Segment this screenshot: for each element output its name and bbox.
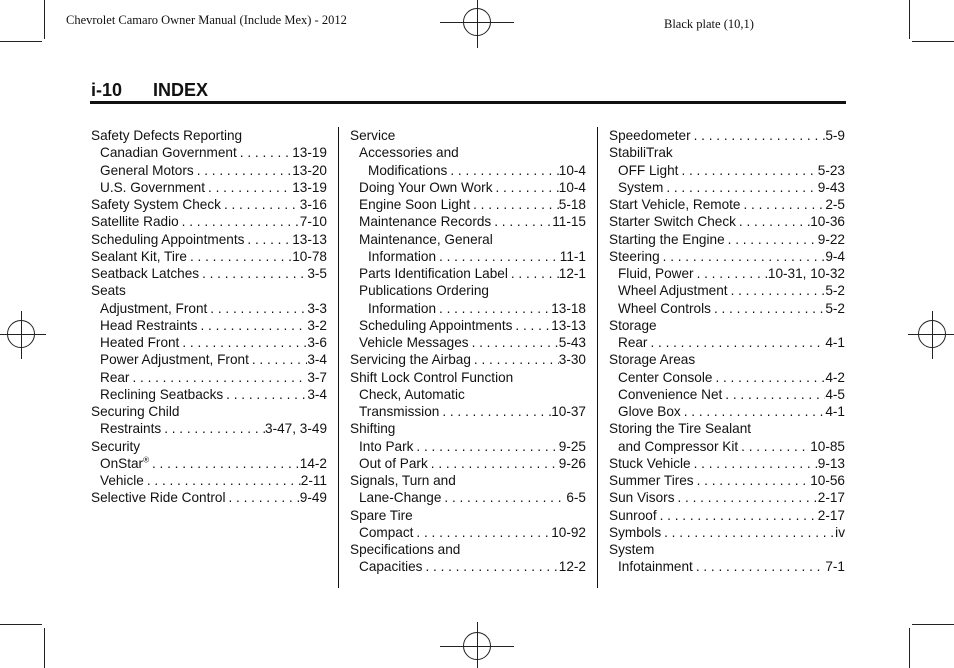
index-term: Information <box>368 300 437 316</box>
index-entry <box>350 438 586 455</box>
dot-leader <box>512 317 551 334</box>
dot-leader <box>647 334 825 351</box>
dot-leader <box>661 524 835 541</box>
page-reference: 3-3 <box>307 300 327 316</box>
column-divider <box>597 127 598 588</box>
index-entry <box>91 489 327 506</box>
index-term: Adjustment, Front <box>100 300 208 316</box>
dot-leader <box>223 386 307 403</box>
page-reference: 10-37 <box>551 404 586 419</box>
index-term: Check, Automatic <box>359 386 465 402</box>
index-term: Start Vehicle, Remote <box>609 197 741 212</box>
manual-title: Chevrolet Camaro Owner Manual (Include Mex) - 2012 <box>66 13 347 27</box>
dot-leader <box>237 144 292 161</box>
index-term: Scheduling Appointments <box>91 231 245 247</box>
index-term: Storage Areas <box>609 352 696 368</box>
page-reference: 13-13 <box>551 317 586 333</box>
index-term: Scheduling Appointments <box>359 317 513 333</box>
index-term: U.S. Government <box>100 179 206 195</box>
index-term: Speedometer <box>609 128 691 143</box>
page-reference: 2-5 <box>825 197 845 212</box>
index-entry <box>609 127 845 144</box>
page-reference: 13-13 <box>292 231 327 247</box>
index-entry <box>91 438 327 455</box>
index-term: Information <box>368 248 437 264</box>
index-term: Glove Box <box>618 404 681 419</box>
index-entry <box>609 213 845 230</box>
page-reference: 3-4 <box>307 352 327 368</box>
index-term: Starting the Engine <box>609 231 725 247</box>
index-entry <box>91 420 327 437</box>
index-term: Doing Your Own Work <box>359 179 493 195</box>
dot-leader <box>694 472 811 489</box>
index-term: Wheel Adjustment <box>618 283 728 299</box>
page-reference: 10-4 <box>558 162 586 178</box>
crop-mark <box>0 624 42 625</box>
index-term: Vehicle Messages <box>359 335 469 350</box>
dot-leader <box>712 369 825 386</box>
page-reference: 9-25 <box>558 438 586 454</box>
dot-leader <box>471 351 559 368</box>
dot-leader <box>447 162 558 179</box>
crop-mark <box>912 624 954 625</box>
page-reference: 12-2 <box>558 559 586 575</box>
index-entry <box>350 524 586 541</box>
index-entry <box>609 334 845 351</box>
index-entry <box>350 179 586 196</box>
index-term: Summer Tires <box>609 473 694 488</box>
index-term: Compact <box>359 524 414 540</box>
crop-mark <box>909 628 910 668</box>
registration-line <box>932 311 933 359</box>
index-entry <box>609 369 845 386</box>
dot-leader <box>681 403 826 420</box>
index-entry <box>350 162 586 179</box>
index-term: Seatback Latches <box>91 266 200 281</box>
index-entry <box>350 455 586 472</box>
index-column-2 <box>350 127 586 576</box>
page-reference: 6-5 <box>566 490 586 506</box>
dot-leader <box>422 558 558 575</box>
index-entry <box>350 558 586 575</box>
dot-leader <box>129 369 307 386</box>
page-number: i-10 <box>91 80 123 100</box>
index-term: System <box>609 542 655 557</box>
page-reference: 9-4 <box>825 248 845 264</box>
index-term: Vehicle <box>100 473 144 488</box>
page-reference: 5-18 <box>558 197 586 212</box>
index-term: Steering <box>609 248 660 264</box>
index-entry <box>350 334 586 351</box>
index-term: Rear <box>100 369 130 385</box>
page-reference: 4-1 <box>825 335 845 350</box>
index-entry <box>91 213 327 230</box>
page-reference: iv <box>835 524 845 540</box>
page-reference: 5-23 <box>817 162 845 178</box>
registration-line <box>0 334 46 335</box>
index-term: Spare Tire <box>350 507 413 523</box>
page-reference: 5-43 <box>558 335 586 350</box>
page-reference: 14-2 <box>299 455 327 471</box>
page-reference: 11-1 <box>559 248 586 264</box>
column-divider <box>338 127 339 588</box>
dot-leader <box>436 248 560 265</box>
index-entry <box>91 144 327 161</box>
index-term: Capacities <box>359 559 423 575</box>
dot-leader <box>179 334 307 351</box>
page-reference: 5-2 <box>825 283 845 299</box>
page-title <box>91 80 208 101</box>
index-entry <box>91 455 327 472</box>
dot-leader <box>725 231 818 248</box>
index-entry <box>609 455 845 472</box>
dot-leader <box>663 179 817 196</box>
page-reference: 13-19 <box>292 145 327 161</box>
dot-leader <box>736 213 810 230</box>
page-reference: 2-17 <box>817 507 845 523</box>
index-term: Maintenance, General <box>359 231 493 247</box>
dot-leader <box>740 196 825 213</box>
dot-leader <box>491 213 552 230</box>
dot-leader <box>199 265 307 282</box>
index-entry <box>609 317 845 334</box>
index-term: StabiliTrak <box>609 145 673 161</box>
index-term: Infotainment <box>618 559 693 575</box>
index-entry <box>350 248 586 265</box>
index-entry <box>91 196 327 213</box>
crop-mark <box>0 41 42 42</box>
dot-leader <box>439 403 551 420</box>
dot-leader <box>675 489 818 506</box>
dot-leader <box>694 265 768 282</box>
index-entry <box>91 300 327 317</box>
index-term: Shifting <box>350 421 396 437</box>
index-entry <box>350 300 586 317</box>
page-reference: 3-4 <box>307 386 327 402</box>
index-entry <box>609 438 845 455</box>
index-term: Accessories and <box>359 145 459 161</box>
dot-leader <box>413 438 558 455</box>
page-reference: 10-31, 10-32 <box>767 266 845 281</box>
index-term: Modifications <box>368 162 448 178</box>
index-entry <box>350 231 586 248</box>
index-entry <box>91 403 327 420</box>
index-column-1 <box>91 127 327 507</box>
page-reference: 2-11 <box>300 473 327 488</box>
index-entry <box>350 144 586 161</box>
index-term: Head Restraints <box>100 317 198 333</box>
index-term: Safety System Check <box>91 197 221 212</box>
dot-leader <box>711 300 825 317</box>
page-reference: 9-49 <box>299 490 327 506</box>
page-reference: 4-5 <box>825 386 845 402</box>
dot-leader <box>691 455 818 472</box>
page-reference: 9-43 <box>817 179 845 195</box>
section-title: INDEX <box>153 80 209 100</box>
dot-leader <box>205 179 292 196</box>
index-term: Storage <box>609 317 657 333</box>
page-reference: 4-2 <box>825 369 845 385</box>
page-reference: 3-6 <box>307 335 327 350</box>
index-term: OFF Light <box>618 162 679 178</box>
index-entry <box>91 231 327 248</box>
crop-mark <box>44 0 45 39</box>
page-reference: 12-1 <box>558 266 586 281</box>
index-entry <box>609 420 845 437</box>
index-term: Power Adjustment, Front <box>100 352 249 368</box>
index-entry <box>609 162 845 179</box>
page-reference: 3-7 <box>307 369 327 385</box>
registration-line <box>21 311 22 359</box>
index-entry <box>91 179 327 196</box>
index-entry <box>350 489 586 506</box>
index-term: Lane-Change <box>359 490 442 506</box>
dot-leader <box>413 524 551 541</box>
dot-leader <box>738 438 810 455</box>
plate-label: Black plate (10,1) <box>664 17 754 31</box>
index-entry <box>350 317 586 334</box>
page-reference: 2-17 <box>817 490 845 506</box>
page-reference: 10-56 <box>810 473 845 488</box>
dot-leader <box>244 231 292 248</box>
dot-leader <box>469 334 559 351</box>
page-reference: 9-26 <box>558 455 586 471</box>
index-term: OnStar® <box>100 455 149 471</box>
page-reference: 7-10 <box>299 214 327 230</box>
page-reference: 9-13 <box>817 455 845 471</box>
page-reference: 3-47, 3-49 <box>265 421 327 437</box>
index-column-3 <box>609 127 845 576</box>
registered-mark: ® <box>143 455 149 465</box>
header-rule <box>90 101 846 104</box>
index-term: Canadian Government <box>100 145 237 161</box>
index-entry <box>91 386 327 403</box>
index-term: Shift Lock Control Function <box>350 369 514 385</box>
dot-leader <box>144 472 301 489</box>
dot-leader <box>678 162 817 179</box>
dot-leader <box>722 386 825 403</box>
page-reference: 4-1 <box>825 404 845 419</box>
index-entry <box>350 369 586 386</box>
index-term: Servicing the Airbag <box>350 352 471 368</box>
index-entry <box>609 248 845 265</box>
index-entry <box>609 403 845 420</box>
index-entry <box>609 196 845 213</box>
page-reference: 5-2 <box>825 300 845 316</box>
index-entry <box>91 265 327 282</box>
index-term: Starter Switch Check <box>609 214 736 230</box>
dot-leader <box>187 248 292 265</box>
page-reference: 13-18 <box>551 300 586 316</box>
index-term: Out of Park <box>359 455 428 471</box>
page-reference: 7-1 <box>825 559 845 575</box>
dot-leader <box>194 162 293 179</box>
dot-leader <box>657 507 818 524</box>
dot-leader <box>493 179 559 196</box>
index-term: Sunroof <box>609 507 657 523</box>
index-entry <box>350 282 586 299</box>
index-entry <box>609 265 845 282</box>
dot-leader <box>660 248 826 265</box>
index-term: Storing the Tire Sealant <box>609 421 752 437</box>
index-entry <box>609 541 845 558</box>
index-term: Signals, Turn and <box>350 473 456 488</box>
index-term: Reclining Seatbacks <box>100 386 224 402</box>
index-entry <box>609 231 845 248</box>
index-entry <box>350 127 586 144</box>
page-reference: 10-85 <box>810 438 845 454</box>
index-entry <box>350 213 586 230</box>
page-reference: 3-30 <box>558 352 586 368</box>
index-entry <box>350 386 586 403</box>
dot-leader <box>161 420 265 437</box>
crop-mark <box>44 628 45 668</box>
index-entry <box>91 282 327 299</box>
index-term: Rear <box>618 335 648 350</box>
dot-leader <box>436 300 551 317</box>
index-entry <box>350 265 586 282</box>
registration-line <box>477 0 478 48</box>
index-entry <box>350 420 586 437</box>
index-term: Security <box>91 438 141 454</box>
index-entry <box>91 351 327 368</box>
index-term: Stuck Vehicle <box>609 455 691 471</box>
index-term: Symbols <box>609 524 662 540</box>
page-reference: 9-22 <box>817 231 845 247</box>
index-term: Wheel Controls <box>618 300 711 316</box>
index-entry <box>91 334 327 351</box>
index-term: Fluid, Power <box>618 266 694 281</box>
index-term: System <box>618 179 664 195</box>
index-term: Safety Defects Reporting <box>91 128 243 143</box>
index-term: Convenience Net <box>618 386 723 402</box>
page-reference: 13-20 <box>292 162 327 178</box>
index-term: Publications Ordering <box>359 283 489 299</box>
index-entry <box>91 369 327 386</box>
index-term: Specifications and <box>350 542 461 557</box>
page-reference: 3-5 <box>307 266 327 281</box>
page-reference: 13-19 <box>292 179 327 195</box>
index-entry <box>350 403 586 420</box>
index-entry <box>350 196 586 213</box>
index-term: Securing Child <box>91 404 180 419</box>
index-entry <box>609 386 845 403</box>
dot-leader <box>226 489 300 506</box>
page-reference: 11-15 <box>552 214 586 230</box>
dot-leader <box>149 455 300 472</box>
page-reference: 5-9 <box>825 128 845 143</box>
index-term: Sun Visors <box>609 490 675 506</box>
index-term: Heated Front <box>100 335 180 350</box>
index-entry <box>609 507 845 524</box>
index-entry <box>609 558 845 575</box>
index-entry <box>609 282 845 299</box>
index-entry <box>91 162 327 179</box>
index-term: General Motors <box>100 162 194 178</box>
dot-leader <box>221 196 300 213</box>
index-entry <box>609 472 845 489</box>
dot-leader <box>470 196 559 213</box>
index-entry <box>350 507 586 524</box>
index-term: Center Console <box>618 369 713 385</box>
index-entry <box>91 317 327 334</box>
page-reference: 10-36 <box>810 214 845 230</box>
dot-leader <box>428 455 559 472</box>
index-term: Service <box>350 128 396 143</box>
dot-leader <box>691 127 826 144</box>
dot-leader <box>508 265 559 282</box>
page-reference: 10-4 <box>558 179 586 195</box>
dot-leader <box>249 351 308 368</box>
index-entry <box>609 351 845 368</box>
crop-mark <box>912 41 954 42</box>
index-term: Into Park <box>359 438 414 454</box>
index-entry <box>350 351 586 368</box>
page-reference: 10-78 <box>292 248 327 264</box>
index-term: Transmission <box>359 404 440 419</box>
index-term: Selective Ride Control <box>91 490 226 506</box>
index-term: Engine Soon Light <box>359 197 471 212</box>
index-entry <box>609 144 845 161</box>
index-entry <box>609 524 845 541</box>
dot-leader <box>179 213 300 230</box>
dot-leader <box>207 300 307 317</box>
index-term: Maintenance Records <box>359 214 492 230</box>
index-term: Seats <box>91 283 126 299</box>
index-entry <box>350 472 586 489</box>
index-term: Sealant Kit, Tire <box>91 248 187 264</box>
dot-leader <box>728 282 826 299</box>
index-entry <box>91 472 327 489</box>
dot-leader <box>197 317 307 334</box>
index-term: Parts Identification Label <box>359 266 508 281</box>
index-term: Satellite Radio <box>91 214 179 230</box>
index-term: and Compressor Kit <box>618 438 739 454</box>
index-term: Restraints <box>100 421 162 437</box>
crop-mark <box>909 0 910 39</box>
page-reference: 10-92 <box>551 524 586 540</box>
registration-line <box>908 334 954 335</box>
index-entry <box>91 248 327 265</box>
index-entry <box>91 127 327 144</box>
dot-leader <box>441 489 566 506</box>
dot-leader <box>693 558 826 575</box>
index-entry <box>609 179 845 196</box>
page-reference: 3-2 <box>307 317 327 333</box>
index-entry <box>609 300 845 317</box>
index-entry <box>609 489 845 506</box>
registration-line <box>477 622 478 668</box>
index-entry <box>350 541 586 558</box>
page-reference: 3-16 <box>299 197 327 212</box>
